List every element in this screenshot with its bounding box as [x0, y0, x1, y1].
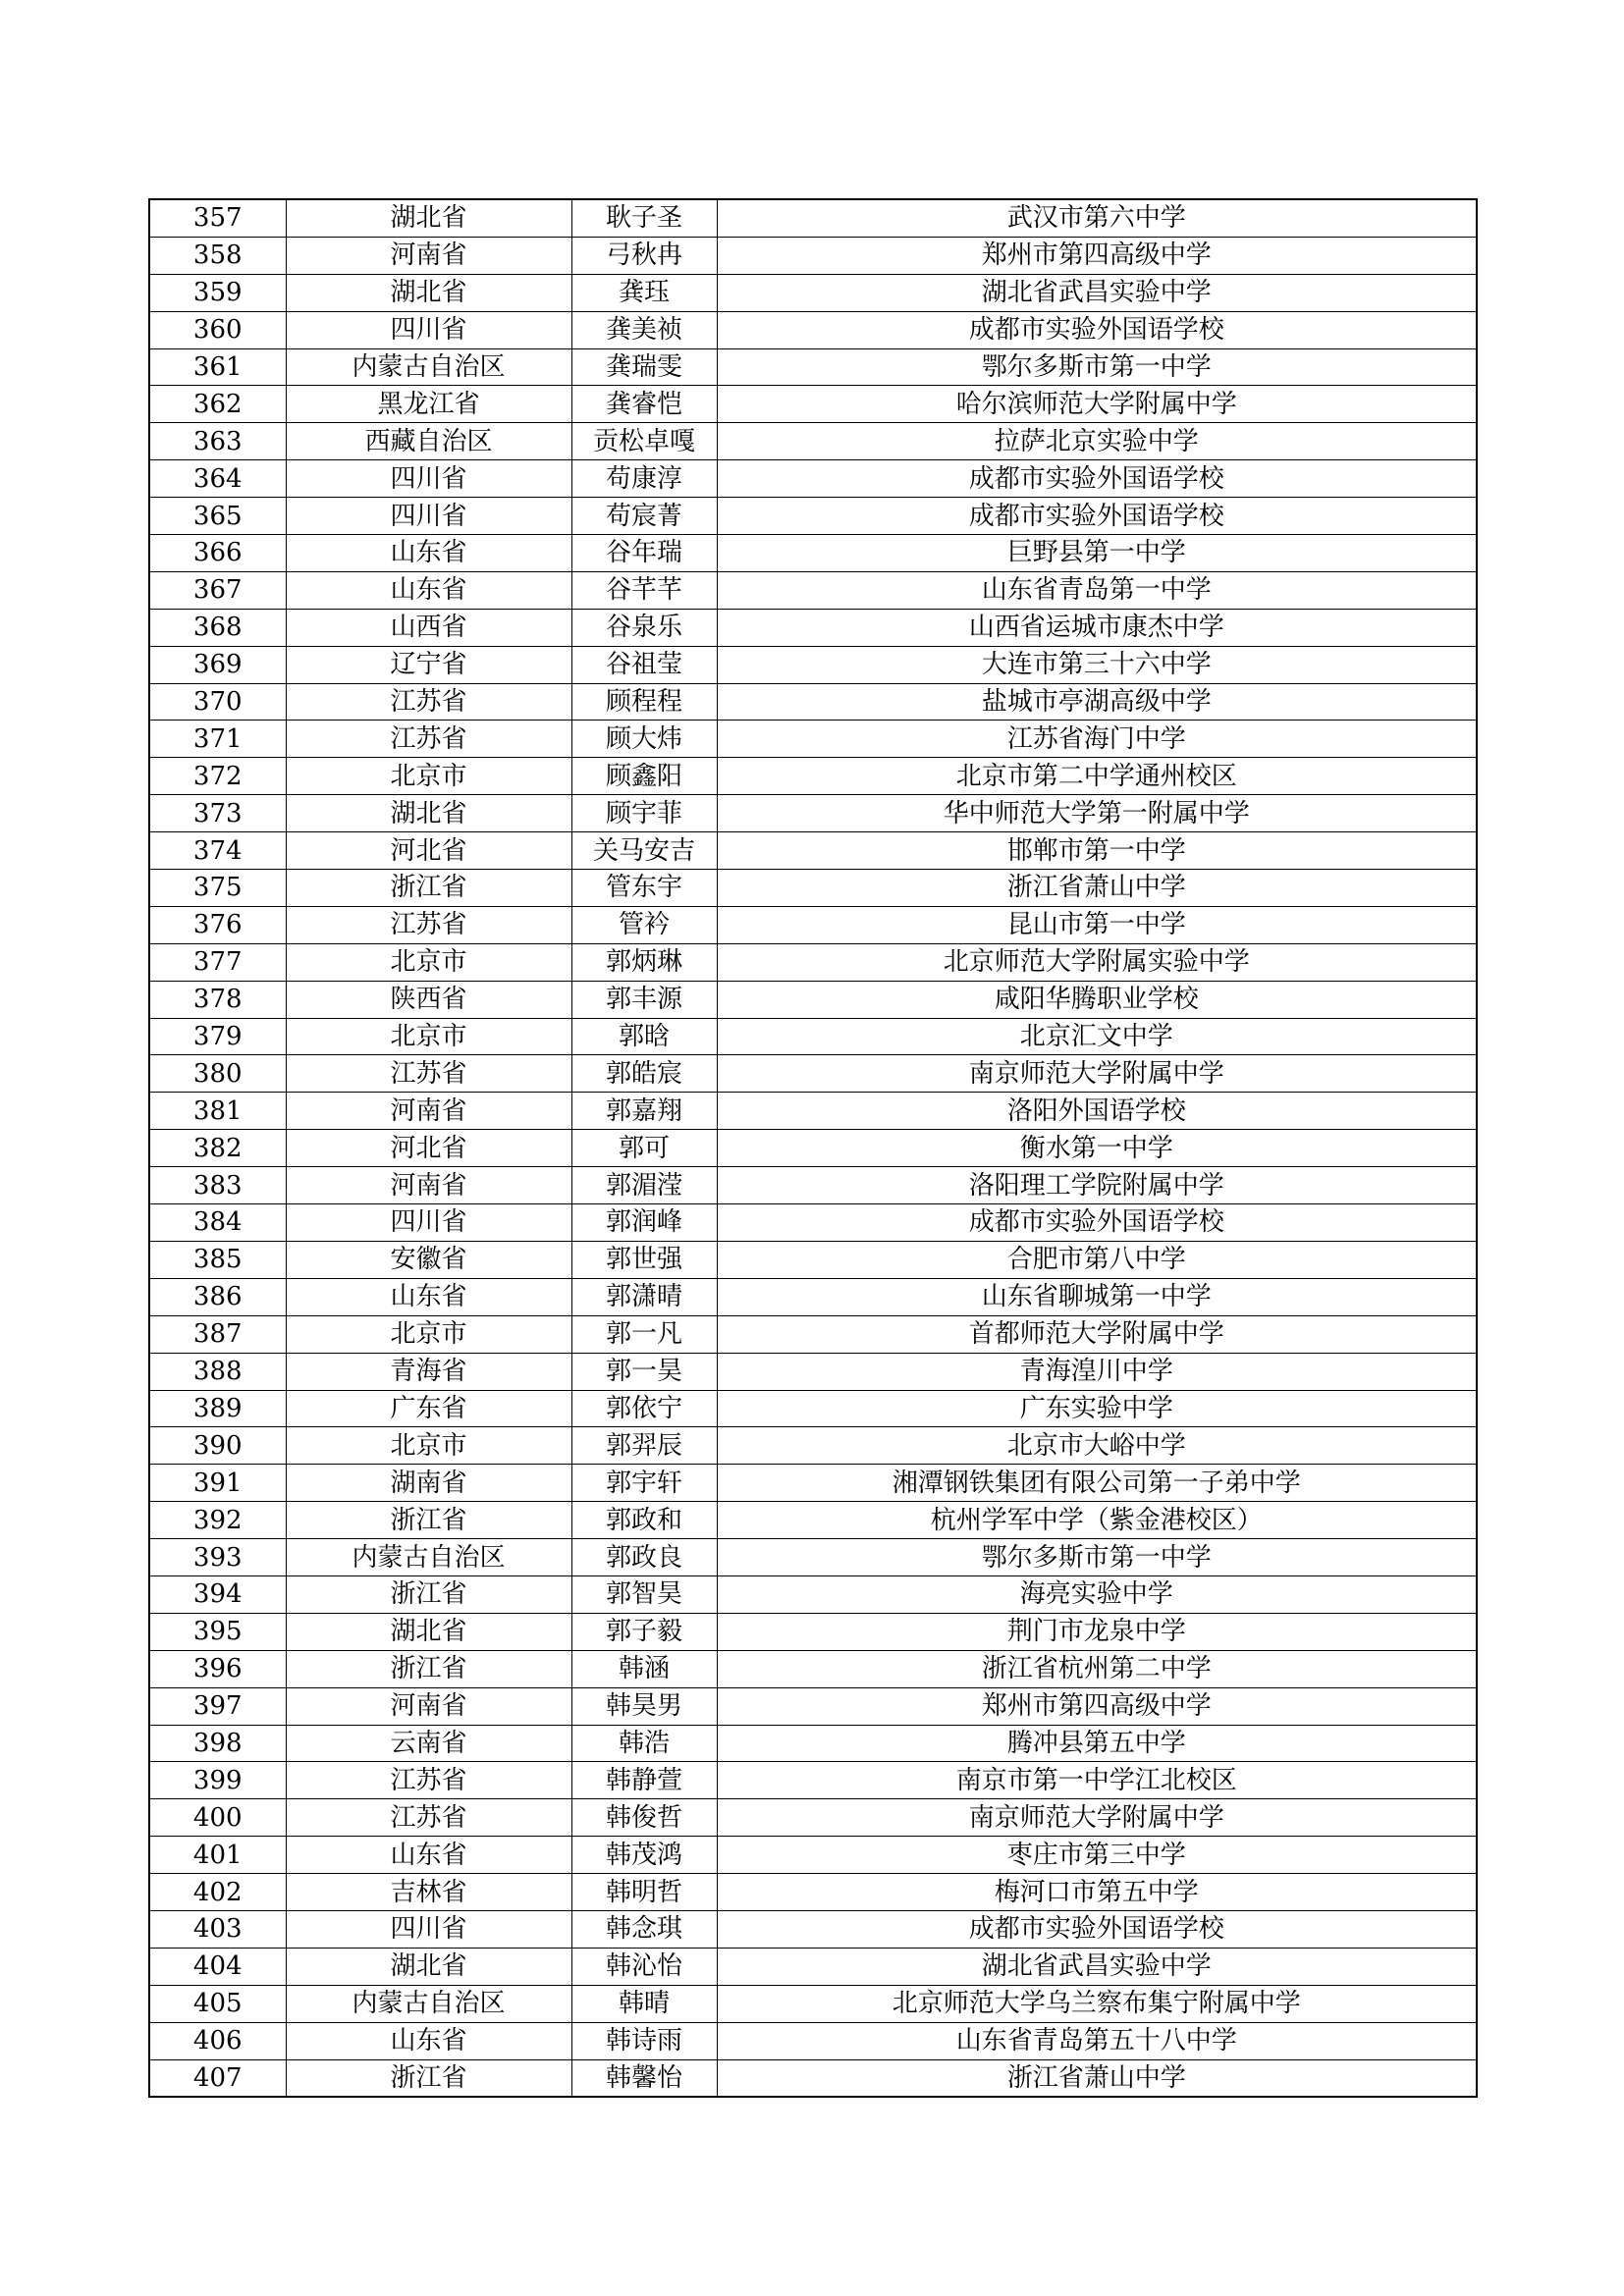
province-cell: 四川省	[286, 1204, 571, 1242]
school-cell: 成都市实验外国语学校	[717, 1204, 1477, 1242]
table-row	[149, 460, 1477, 498]
table-row	[149, 1575, 1477, 1613]
row-number-cell: 387	[149, 1315, 286, 1353]
province-cell: 河北省	[286, 1130, 571, 1167]
school-cell: 南京市第一中学江北校区	[717, 1762, 1477, 1799]
row-number-cell: 372	[149, 758, 286, 795]
table-row	[149, 1799, 1477, 1837]
row-number-cell: 390	[149, 1427, 286, 1465]
school-cell: 北京市第二中学通州校区	[717, 758, 1477, 795]
school-cell: 衡水第一中学	[717, 1130, 1477, 1167]
school-cell: 巨野县第一中学	[717, 535, 1477, 572]
school-cell: 浙江省萧山中学	[717, 870, 1477, 907]
table-row	[149, 1465, 1477, 1502]
row-number-cell: 404	[149, 1948, 286, 1985]
table-row	[149, 498, 1477, 535]
table-row	[149, 1687, 1477, 1725]
row-number-cell: 360	[149, 311, 286, 348]
school-cell: 盐城市亭湖高级中学	[717, 683, 1477, 721]
table-row	[149, 1427, 1477, 1465]
table-row	[149, 870, 1477, 907]
school-cell: 北京市大峪中学	[717, 1427, 1477, 1465]
province-cell: 吉林省	[286, 1874, 571, 1911]
student-name-cell: 郭皓宸	[571, 1055, 717, 1093]
school-cell: 华中师范大学第一附属中学	[717, 795, 1477, 832]
table-row	[149, 1353, 1477, 1390]
school-cell: 洛阳理工学院附属中学	[717, 1167, 1477, 1204]
table-row	[149, 1130, 1477, 1167]
row-number-cell: 389	[149, 1390, 286, 1427]
table-row	[149, 1204, 1477, 1242]
table-row	[149, 758, 1477, 795]
student-name-cell: 郭炳琳	[571, 943, 717, 981]
school-cell: 洛阳外国语学校	[717, 1093, 1477, 1130]
student-name-cell: 韩诗雨	[571, 2022, 717, 2059]
province-cell: 山东省	[286, 1837, 571, 1874]
row-number-cell: 369	[149, 646, 286, 683]
student-name-cell: 弓秋冉	[571, 237, 717, 274]
student-name-cell: 龚珏	[571, 274, 717, 311]
table-row	[149, 1018, 1477, 1055]
table-row	[149, 2022, 1477, 2059]
row-number-cell: 374	[149, 832, 286, 870]
school-cell: 广东实验中学	[717, 1390, 1477, 1427]
school-cell: 昆山市第一中学	[717, 906, 1477, 943]
school-cell: 鄂尔多斯市第一中学	[717, 348, 1477, 386]
row-number-cell: 405	[149, 1985, 286, 2022]
province-cell: 浙江省	[286, 1575, 571, 1613]
student-name-cell: 龚美祯	[571, 311, 717, 348]
student-name-cell: 郭依宁	[571, 1390, 717, 1427]
table-row	[149, 832, 1477, 870]
school-cell: 北京汇文中学	[717, 1018, 1477, 1055]
student-name-cell: 郭羿辰	[571, 1427, 717, 1465]
table-row	[149, 646, 1477, 683]
province-cell: 浙江省	[286, 1502, 571, 1539]
student-name-cell: 谷年瑞	[571, 535, 717, 572]
school-cell: 江苏省海门中学	[717, 721, 1477, 758]
province-cell: 山西省	[286, 609, 571, 646]
province-cell: 河北省	[286, 832, 571, 870]
row-number-cell: 383	[149, 1167, 286, 1204]
table-row	[149, 943, 1477, 981]
province-cell: 山东省	[286, 2022, 571, 2059]
province-cell: 辽宁省	[286, 646, 571, 683]
row-number-cell: 364	[149, 460, 286, 498]
row-number-cell: 401	[149, 1837, 286, 1874]
table-row	[149, 423, 1477, 460]
school-cell: 大连市第三十六中学	[717, 646, 1477, 683]
table-row	[149, 535, 1477, 572]
province-cell: 湖北省	[286, 274, 571, 311]
row-number-cell: 376	[149, 906, 286, 943]
student-name-cell: 谷芊芊	[571, 571, 717, 609]
student-name-cell: 郭一昊	[571, 1353, 717, 1390]
row-number-cell: 407	[149, 2059, 286, 2097]
province-cell: 湖北省	[286, 199, 571, 237]
student-name-cell: 韩浩	[571, 1725, 717, 1762]
row-number-cell: 386	[149, 1278, 286, 1315]
row-number-cell: 377	[149, 943, 286, 981]
student-name-cell: 韩念琪	[571, 1910, 717, 1948]
student-name-cell: 韩涵	[571, 1650, 717, 1687]
province-cell: 内蒙古自治区	[286, 1539, 571, 1576]
province-cell: 江苏省	[286, 683, 571, 721]
student-name-cell: 苟宸菁	[571, 498, 717, 535]
student-name-cell: 郭宇轩	[571, 1465, 717, 1502]
school-cell: 合肥市第八中学	[717, 1241, 1477, 1278]
student-name-cell: 韩茂鸿	[571, 1837, 717, 1874]
school-cell: 荆门市龙泉中学	[717, 1613, 1477, 1650]
row-number-cell: 406	[149, 2022, 286, 2059]
table-row	[149, 1055, 1477, 1093]
school-cell: 山东省青岛第一中学	[717, 571, 1477, 609]
school-cell: 湘潭钢铁集团有限公司第一子弟中学	[717, 1465, 1477, 1502]
table-row	[149, 311, 1477, 348]
roster-table	[148, 198, 1478, 2098]
school-cell: 枣庄市第三中学	[717, 1837, 1477, 1874]
school-cell: 成都市实验外国语学校	[717, 460, 1477, 498]
school-cell: 拉萨北京实验中学	[717, 423, 1477, 460]
row-number-cell: 382	[149, 1130, 286, 1167]
student-name-cell: 郭政和	[571, 1502, 717, 1539]
row-number-cell: 388	[149, 1353, 286, 1390]
province-cell: 湖北省	[286, 1948, 571, 1985]
student-name-cell: 韩静萱	[571, 1762, 717, 1799]
student-name-cell: 韩晴	[571, 1985, 717, 2022]
table-row	[149, 1948, 1477, 1985]
row-number-cell: 398	[149, 1725, 286, 1762]
school-cell: 咸阳华腾职业学校	[717, 981, 1477, 1018]
school-cell: 郑州市第四高级中学	[717, 237, 1477, 274]
school-cell: 杭州学军中学（紫金港校区）	[717, 1502, 1477, 1539]
province-cell: 黑龙江省	[286, 386, 571, 423]
row-number-cell: 395	[149, 1613, 286, 1650]
table-row	[149, 1241, 1477, 1278]
row-number-cell: 378	[149, 981, 286, 1018]
school-cell: 武汉市第六中学	[717, 199, 1477, 237]
table-row	[149, 274, 1477, 311]
student-name-cell: 龚睿恺	[571, 386, 717, 423]
province-cell: 北京市	[286, 1018, 571, 1055]
row-number-cell: 402	[149, 1874, 286, 1911]
school-cell: 南京师范大学附属中学	[717, 1055, 1477, 1093]
province-cell: 四川省	[286, 1910, 571, 1948]
row-number-cell: 362	[149, 386, 286, 423]
province-cell: 青海省	[286, 1353, 571, 1390]
row-number-cell: 394	[149, 1575, 286, 1613]
province-cell: 河南省	[286, 1093, 571, 1130]
province-cell: 江苏省	[286, 1762, 571, 1799]
row-number-cell: 365	[149, 498, 286, 535]
table-row	[149, 1650, 1477, 1687]
row-number-cell: 361	[149, 348, 286, 386]
province-cell: 云南省	[286, 1725, 571, 1762]
row-number-cell: 399	[149, 1762, 286, 1799]
table-row	[149, 237, 1477, 274]
province-cell: 四川省	[286, 311, 571, 348]
province-cell: 湖北省	[286, 1613, 571, 1650]
student-name-cell: 管衿	[571, 906, 717, 943]
table-row	[149, 1315, 1477, 1353]
table-row	[149, 683, 1477, 721]
student-name-cell: 顾鑫阳	[571, 758, 717, 795]
row-number-cell: 381	[149, 1093, 286, 1130]
table-row	[149, 1910, 1477, 1948]
province-cell: 江苏省	[286, 721, 571, 758]
student-name-cell: 耿子圣	[571, 199, 717, 237]
table-row	[149, 1762, 1477, 1799]
row-number-cell: 370	[149, 683, 286, 721]
school-cell: 湖北省武昌实验中学	[717, 1948, 1477, 1985]
student-name-cell: 郭晗	[571, 1018, 717, 1055]
table-row	[149, 1613, 1477, 1650]
student-name-cell: 郭嘉翔	[571, 1093, 717, 1130]
table-row	[149, 1167, 1477, 1204]
row-number-cell: 380	[149, 1055, 286, 1093]
province-cell: 安徽省	[286, 1241, 571, 1278]
province-cell: 山东省	[286, 1278, 571, 1315]
student-name-cell: 韩俊哲	[571, 1799, 717, 1837]
row-number-cell: 375	[149, 870, 286, 907]
student-name-cell: 苟康淳	[571, 460, 717, 498]
school-cell: 成都市实验外国语学校	[717, 498, 1477, 535]
row-number-cell: 363	[149, 423, 286, 460]
province-cell: 西藏自治区	[286, 423, 571, 460]
roster-body	[149, 199, 1477, 2097]
row-number-cell: 358	[149, 237, 286, 274]
school-cell: 首都师范大学附属中学	[717, 1315, 1477, 1353]
row-number-cell: 385	[149, 1241, 286, 1278]
province-cell: 内蒙古自治区	[286, 348, 571, 386]
row-number-cell: 371	[149, 721, 286, 758]
table-row	[149, 906, 1477, 943]
school-cell: 北京师范大学乌兰察布集宁附属中学	[717, 1985, 1477, 2022]
student-name-cell: 郭润峰	[571, 1204, 717, 1242]
province-cell: 浙江省	[286, 1650, 571, 1687]
school-cell: 浙江省萧山中学	[717, 2059, 1477, 2097]
province-cell: 浙江省	[286, 2059, 571, 2097]
school-cell: 青海湟川中学	[717, 1353, 1477, 1390]
school-cell: 鄂尔多斯市第一中学	[717, 1539, 1477, 1576]
student-name-cell: 管东宇	[571, 870, 717, 907]
student-name-cell: 顾程程	[571, 683, 717, 721]
table-row	[149, 1874, 1477, 1911]
province-cell: 陕西省	[286, 981, 571, 1018]
row-number-cell: 391	[149, 1465, 286, 1502]
school-cell: 腾冲县第五中学	[717, 1725, 1477, 1762]
province-cell: 山东省	[286, 535, 571, 572]
table-row	[149, 1725, 1477, 1762]
province-cell: 北京市	[286, 943, 571, 981]
province-cell: 江苏省	[286, 1799, 571, 1837]
school-cell: 山西省运城市康杰中学	[717, 609, 1477, 646]
province-cell: 河南省	[286, 1167, 571, 1204]
table-row	[149, 571, 1477, 609]
table-row	[149, 1985, 1477, 2022]
province-cell: 内蒙古自治区	[286, 1985, 571, 2022]
student-name-cell: 郭世强	[571, 1241, 717, 1278]
school-cell: 北京师范大学附属实验中学	[717, 943, 1477, 981]
student-name-cell: 郭潇晴	[571, 1278, 717, 1315]
school-cell: 梅河口市第五中学	[717, 1874, 1477, 1911]
table-row	[149, 1390, 1477, 1427]
table-row	[149, 386, 1477, 423]
row-number-cell: 368	[149, 609, 286, 646]
province-cell: 四川省	[286, 460, 571, 498]
table-row	[149, 1837, 1477, 1874]
school-cell: 山东省青岛第五十八中学	[717, 2022, 1477, 2059]
student-name-cell: 韩馨怡	[571, 2059, 717, 2097]
student-name-cell: 郭一凡	[571, 1315, 717, 1353]
row-number-cell: 397	[149, 1687, 286, 1725]
table-row	[149, 1278, 1477, 1315]
student-name-cell: 龚瑞雯	[571, 348, 717, 386]
row-number-cell: 396	[149, 1650, 286, 1687]
row-number-cell: 373	[149, 795, 286, 832]
school-cell: 湖北省武昌实验中学	[717, 274, 1477, 311]
school-cell: 哈尔滨师范大学附属中学	[717, 386, 1477, 423]
row-number-cell: 400	[149, 1799, 286, 1837]
province-cell: 湖南省	[286, 1465, 571, 1502]
school-cell: 郑州市第四高级中学	[717, 1687, 1477, 1725]
row-number-cell: 359	[149, 274, 286, 311]
school-cell: 南京师范大学附属中学	[717, 1799, 1477, 1837]
row-number-cell: 384	[149, 1204, 286, 1242]
province-cell: 河南省	[286, 1687, 571, 1725]
student-name-cell: 郭可	[571, 1130, 717, 1167]
student-name-cell: 韩明哲	[571, 1874, 717, 1911]
table-row	[149, 1093, 1477, 1130]
province-cell: 北京市	[286, 758, 571, 795]
row-number-cell: 393	[149, 1539, 286, 1576]
table-row	[149, 609, 1477, 646]
province-cell: 广东省	[286, 1390, 571, 1427]
school-cell: 成都市实验外国语学校	[717, 1910, 1477, 1948]
table-row	[149, 1502, 1477, 1539]
province-cell: 北京市	[286, 1315, 571, 1353]
row-number-cell: 403	[149, 1910, 286, 1948]
table-row	[149, 981, 1477, 1018]
row-number-cell: 366	[149, 535, 286, 572]
province-cell: 四川省	[286, 498, 571, 535]
school-cell: 浙江省杭州第二中学	[717, 1650, 1477, 1687]
student-name-cell: 郭子毅	[571, 1613, 717, 1650]
student-name-cell: 谷泉乐	[571, 609, 717, 646]
province-cell: 北京市	[286, 1427, 571, 1465]
school-cell: 山东省聊城第一中学	[717, 1278, 1477, 1315]
row-number-cell: 367	[149, 571, 286, 609]
table-row	[149, 348, 1477, 386]
table-row	[149, 721, 1477, 758]
student-name-cell: 郭智昊	[571, 1575, 717, 1613]
student-name-cell: 顾大炜	[571, 721, 717, 758]
table-row	[149, 199, 1477, 237]
province-cell: 江苏省	[286, 906, 571, 943]
table-row	[149, 2059, 1477, 2097]
school-cell: 邯郸市第一中学	[717, 832, 1477, 870]
table-row	[149, 1539, 1477, 1576]
table-row	[149, 795, 1477, 832]
row-number-cell: 379	[149, 1018, 286, 1055]
row-number-cell: 392	[149, 1502, 286, 1539]
student-name-cell: 贡松卓嘎	[571, 423, 717, 460]
student-name-cell: 韩沁怡	[571, 1948, 717, 1985]
school-cell: 海亮实验中学	[717, 1575, 1477, 1613]
province-cell: 河南省	[286, 237, 571, 274]
student-name-cell: 郭政良	[571, 1539, 717, 1576]
school-cell: 成都市实验外国语学校	[717, 311, 1477, 348]
student-name-cell: 郭丰源	[571, 981, 717, 1018]
student-name-cell: 关马安吉	[571, 832, 717, 870]
student-name-cell: 韩昊男	[571, 1687, 717, 1725]
student-name-cell: 谷祖莹	[571, 646, 717, 683]
province-cell: 江苏省	[286, 1055, 571, 1093]
student-name-cell: 顾宇菲	[571, 795, 717, 832]
province-cell: 湖北省	[286, 795, 571, 832]
row-number-cell: 357	[149, 199, 286, 237]
province-cell: 山东省	[286, 571, 571, 609]
province-cell: 浙江省	[286, 870, 571, 907]
student-name-cell: 郭湄滢	[571, 1167, 717, 1204]
